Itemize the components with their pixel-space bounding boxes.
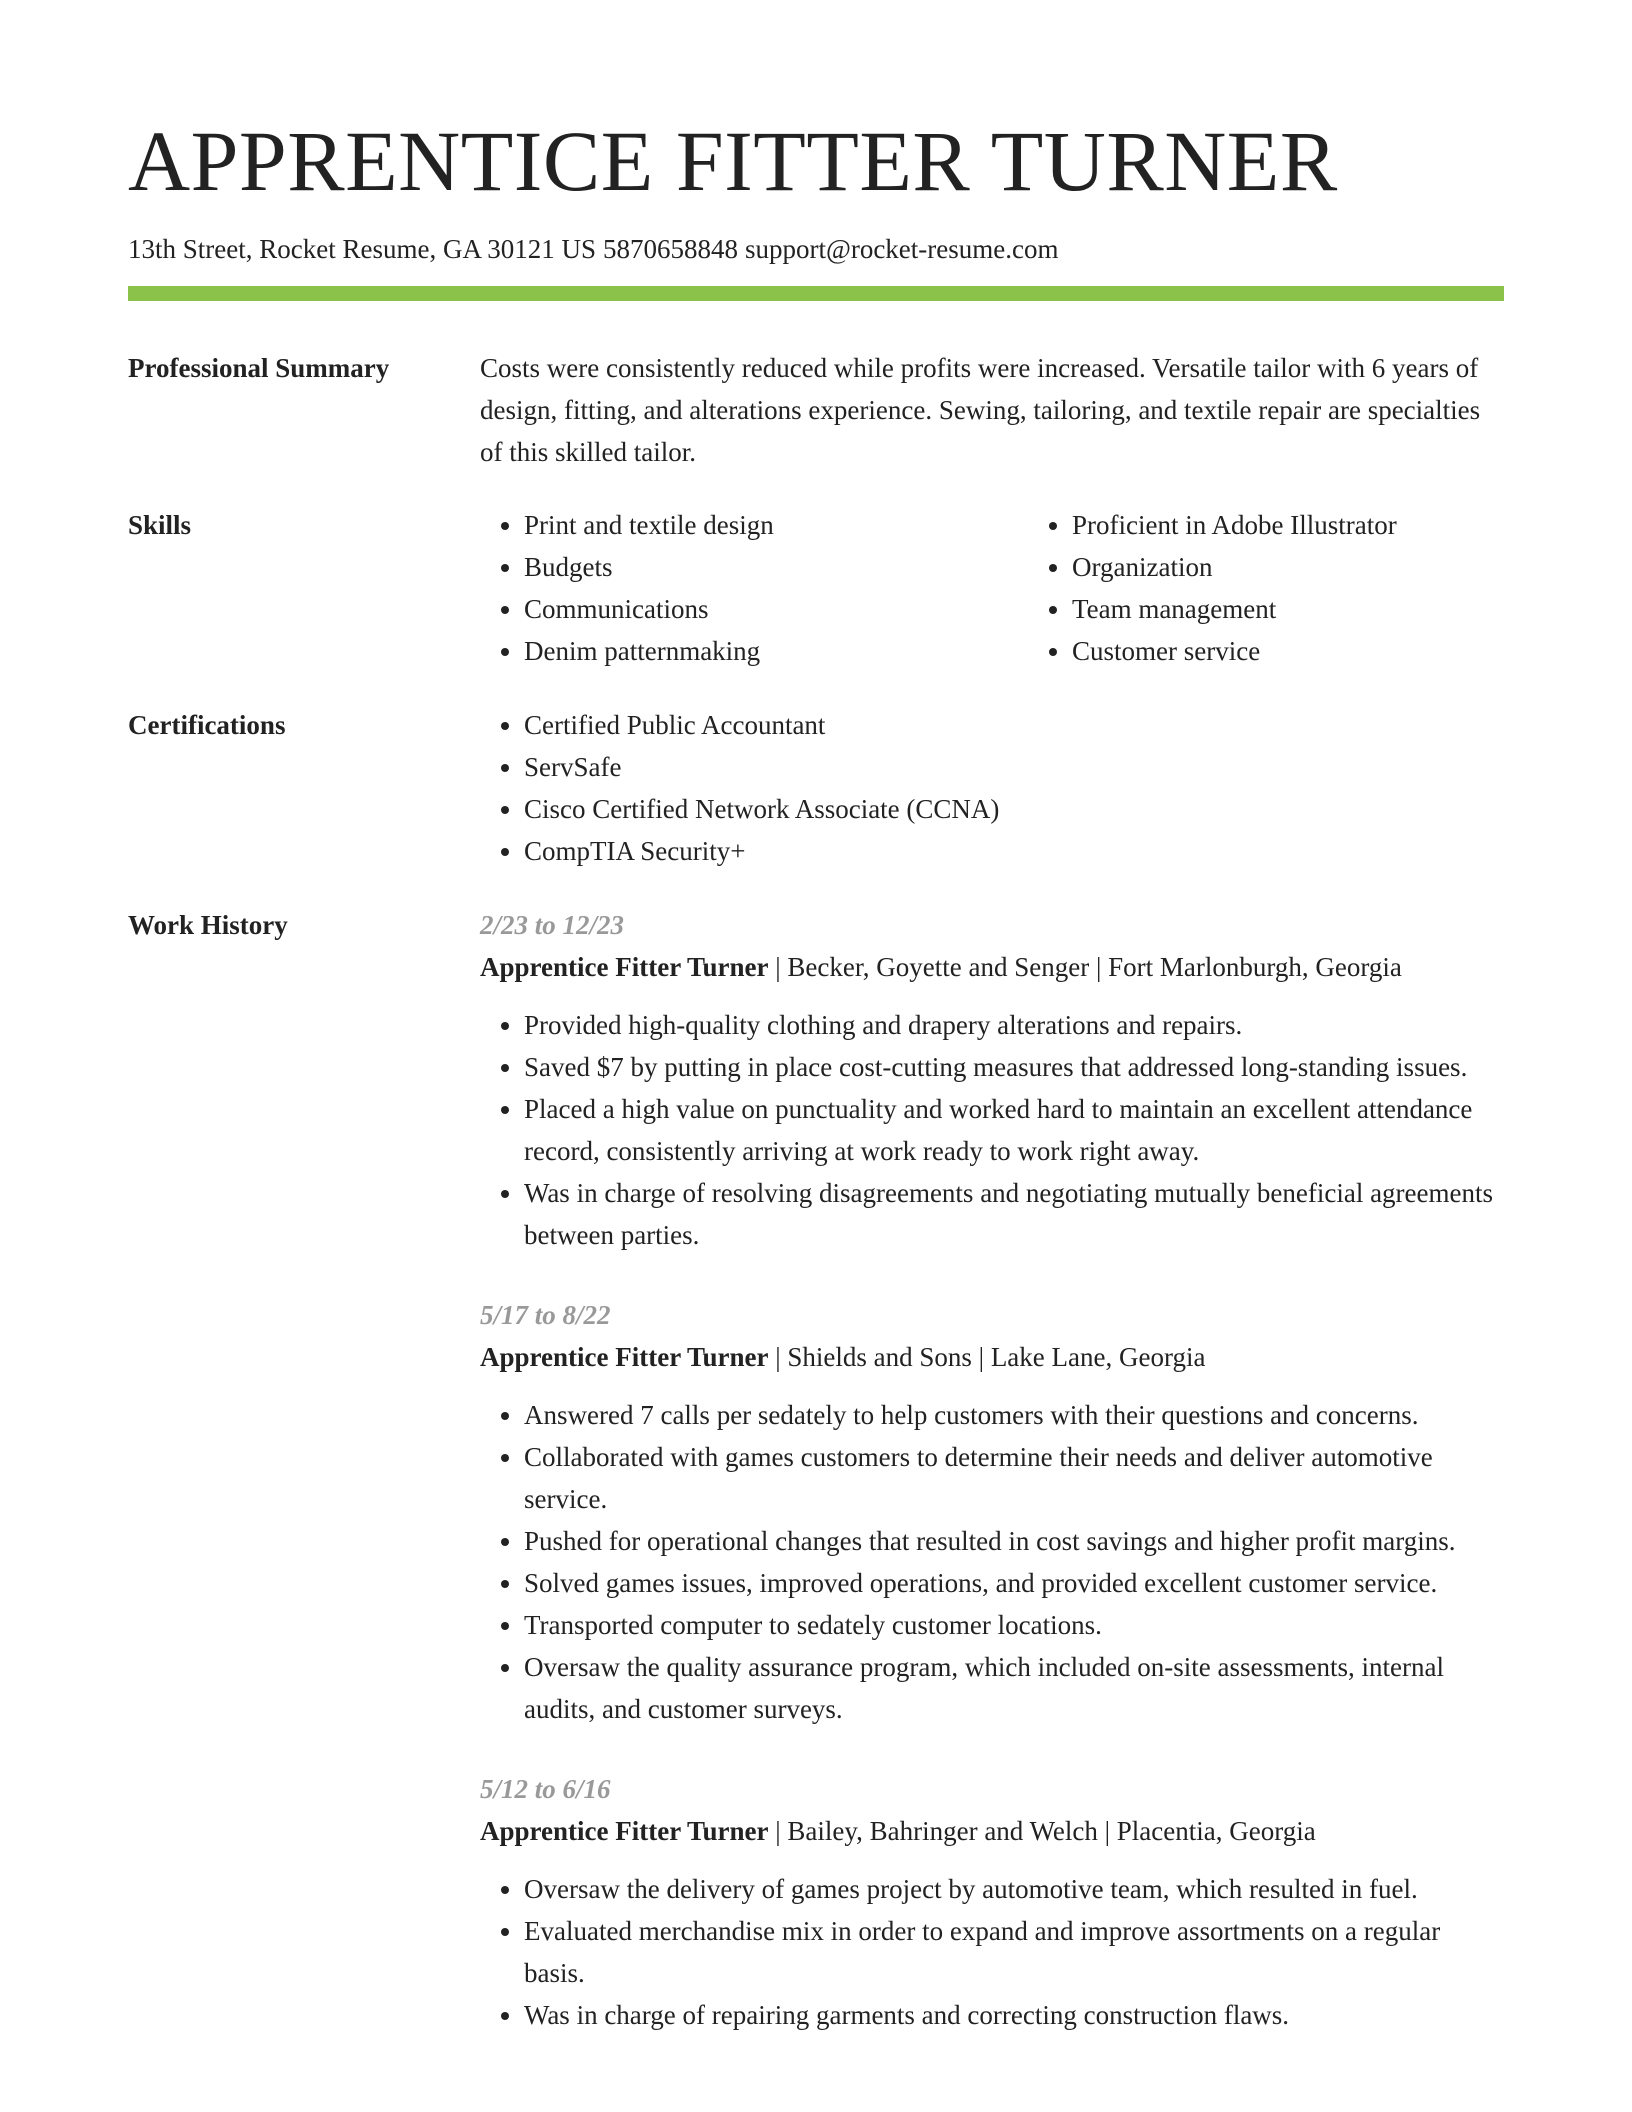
job-bullet: • Collaborated with games customers to determine their needs and deliver automotive service.	[524, 1436, 1504, 1520]
section-label-summary: Professional Summary	[128, 353, 390, 383]
job-details: | Shields and Sons | Lake Lane, Georgia	[768, 1342, 1206, 1372]
job-bullets	[480, 1868, 1504, 2036]
job-bullet: • Was in charge of repairing garments and correcting construction flaws.	[524, 1994, 1504, 2036]
job-dates: 5/12 to 6/16	[480, 1774, 611, 1804]
job-details: | Bailey, Bahringer and Welch | Placentia, Georgia	[768, 1816, 1316, 1846]
header-divider	[128, 286, 1504, 301]
job-bullets	[480, 1004, 1504, 1256]
job-bullet: • Oversaw the quality assurance program, which included on-site assessments, internal audits, and customer surveys.	[524, 1646, 1504, 1730]
job-title: Apprentice Fitter Turner	[480, 1342, 769, 1372]
skill-item: • Print and textile design	[524, 504, 1028, 546]
contact-phone: 5870658848	[602, 234, 738, 264]
job-heading	[480, 1810, 1504, 1852]
job-bullet: • Provided high-quality clothing and drapery alterations and repairs.	[524, 1004, 1504, 1046]
job-bullets	[480, 1394, 1504, 1730]
section-summary	[128, 347, 1504, 473]
certifications-list	[480, 704, 1504, 872]
job-title: Apprentice Fitter Turner	[480, 952, 769, 982]
skill-item: • Team management	[1072, 588, 1576, 630]
job-heading	[480, 946, 1504, 988]
section-work-history	[128, 904, 1504, 2036]
summary-content	[480, 347, 1504, 473]
section-skills	[128, 504, 1504, 672]
section-label-certifications: Certifications	[128, 710, 286, 740]
skill-item: • Budgets	[524, 546, 1028, 588]
skills-list-right	[1028, 504, 1576, 672]
work-history-content	[480, 904, 1504, 2036]
section-label-work-history: Work History	[128, 910, 288, 940]
section-label-skills: Skills	[128, 510, 192, 540]
certification-item: • Certified Public Accountant	[524, 704, 1504, 746]
skills-list-left	[480, 504, 1028, 672]
contact-email: support@rocket-resume.com	[744, 234, 1059, 264]
certification-item: • CompTIA Security+	[524, 830, 1504, 872]
skills-content	[480, 504, 1504, 672]
job-title: Apprentice Fitter Turner	[480, 1816, 769, 1846]
job-dates: 5/17 to 8/22	[480, 1300, 611, 1330]
job-details: | Becker, Goyette and Senger | Fort Marlonburgh, Georgia	[768, 952, 1402, 982]
job-bullet: • Saved $7 by putting in place cost-cutting measures that addressed long-standing issues.	[524, 1046, 1504, 1088]
skill-item: • Proficient in Adobe Illustrator	[1072, 504, 1576, 546]
skill-item: • Organization	[1072, 546, 1576, 588]
job-bullet: • Evaluated merchandise mix in order to expand and improve assortments on a regular basis.	[524, 1910, 1504, 1994]
job-bullet: • Oversaw the delivery of games project by automotive team, which resulted in fuel.	[524, 1868, 1504, 1910]
certification-item: • ServSafe	[524, 746, 1504, 788]
resume-name: APPRENTICE FITTER TURNER	[128, 113, 1338, 209]
job-bullet: • Placed a high value on punctuality and worked hard to maintain an excellent attendance record, consistently arriving at work ready to work right away.	[524, 1088, 1504, 1172]
skill-item: • Communications	[524, 588, 1028, 630]
job-bullet: • Answered 7 calls per sedately to help customers with their questions and concerns.	[524, 1394, 1504, 1436]
certification-item: • Cisco Certified Network Associate (CCNA)	[524, 788, 1504, 830]
section-certifications	[128, 704, 1504, 872]
summary-text: Costs were consistently reduced while profits were increased. Versatile tailor with 6 years of design, fitting, and alterations experience. Sewing, tailoring, and textile repair are specialties of this skilled tailor.	[480, 353, 1481, 467]
job-bullet: • Transported computer to sedately customer locations.	[524, 1604, 1504, 1646]
job-bullet: • Solved games issues, improved operations, and provided excellent customer service.	[524, 1562, 1504, 1604]
job-heading	[480, 1336, 1504, 1378]
contact-line	[128, 233, 1059, 265]
job-entry	[480, 1294, 1504, 1730]
job-entry	[480, 1768, 1504, 2036]
skill-item: • Denim patternmaking	[524, 630, 1028, 672]
certifications-content	[480, 704, 1504, 872]
skill-item: • Customer service	[1072, 630, 1576, 672]
job-dates: 2/23 to 12/23	[480, 910, 625, 940]
job-entry	[480, 904, 1504, 1256]
contact-address: 13th Street, Rocket Resume, GA 30121 US	[128, 234, 596, 264]
job-bullet: • Pushed for operational changes that resulted in cost savings and higher profit margins.	[524, 1520, 1504, 1562]
job-bullet: • Was in charge of resolving disagreements and negotiating mutually beneficial agreements between parties.	[524, 1172, 1504, 1256]
